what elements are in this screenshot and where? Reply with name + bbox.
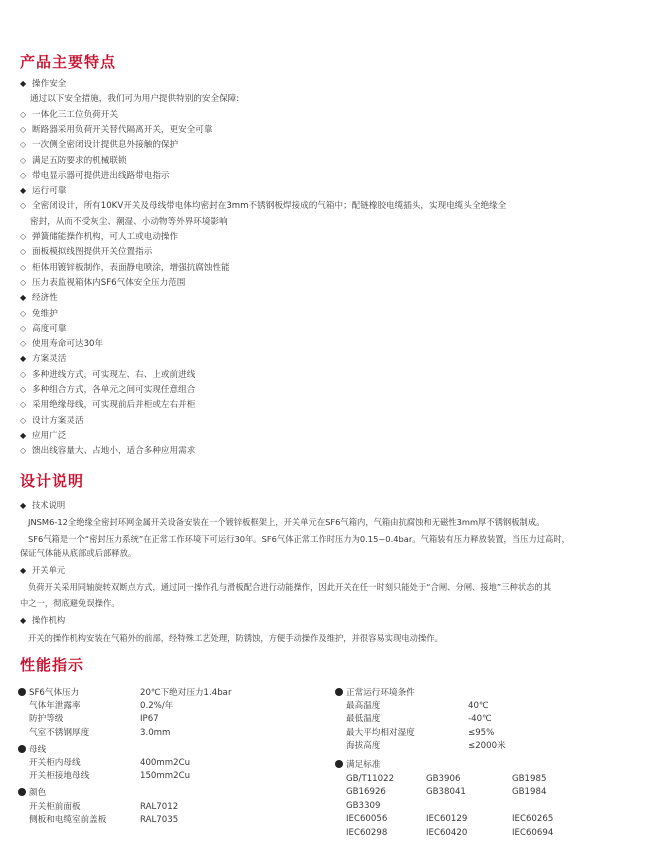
standard-code: GB/T11022: [346, 773, 395, 784]
spec-value: 0.2%/年: [140, 701, 174, 712]
text-line: [20, 109, 118, 121]
text-line: [20, 139, 178, 151]
hollow-diamond-icon: ◇: [20, 415, 27, 425]
text-line: [20, 353, 66, 365]
spec-label: 气体年泄露率: [29, 701, 81, 712]
line-text: 满足五防要求的机械联锁: [32, 155, 127, 166]
line-text: 弹簧储能操作机构，可人工或电动操作: [32, 232, 179, 242]
hollow-diamond-icon: ◇: [20, 109, 27, 119]
hollow-diamond-icon: ◇: [20, 201, 27, 211]
spec-value: RAL7012: [140, 801, 179, 812]
spec-heading-text: 满足标准: [346, 760, 381, 770]
text-line: [20, 155, 127, 167]
standard-code: GB1984: [512, 787, 547, 797]
standard-code: IEC60129: [426, 814, 468, 824]
filled-diamond-icon: ◆: [20, 501, 27, 510]
bullet-dot-icon: [335, 688, 343, 696]
spec-value: IP67: [140, 714, 159, 725]
line-text: 负荷开关采用同轴旋转双断点方式，通过同一操作孔与滑板配合进行动能操作，因此开关在任一时刻只能处于“合闸、分闸、接地”三种状态的其: [28, 582, 552, 592]
line-text: 使用寿命可达30年: [32, 339, 104, 350]
hollow-diamond-icon: ◇: [20, 170, 27, 180]
spec-label: 海拔高度: [346, 740, 381, 751]
bullet-dot-icon: [18, 745, 26, 753]
spec-label: 母线: [29, 744, 47, 755]
section-title-performance: 性能指示: [20, 656, 85, 674]
text-line: [20, 78, 66, 90]
hollow-diamond-icon: ◇: [20, 446, 27, 456]
text-line: [20, 597, 120, 609]
line-text: 技术说明: [32, 500, 66, 510]
spec-value: RAL7035: [140, 814, 179, 825]
standard-code: GB16926: [346, 787, 386, 797]
text-line: [20, 323, 66, 335]
spec-label: 防护等级: [29, 714, 64, 725]
filled-diamond-icon: ◆: [20, 186, 27, 196]
spec-label: 最高温度: [346, 701, 381, 712]
text-line: [20, 170, 170, 182]
line-text: 柜体用镀锌板制作，表面静电喷涂，增强抗腐蚀性能: [32, 262, 230, 273]
spec-value: 40℃: [468, 701, 489, 712]
line-text: 开关单元: [32, 565, 66, 575]
text-line: [20, 614, 65, 627]
spec-group-heading: [335, 687, 415, 699]
text-line: [20, 262, 230, 274]
hollow-diamond-icon: ◇: [20, 155, 27, 165]
spec-group-heading: [335, 759, 380, 771]
filled-diamond-icon: ◆: [20, 616, 27, 625]
spec-label: 侧板和电缆室前盖板: [29, 814, 107, 825]
filled-diamond-icon: ◆: [20, 79, 27, 88]
spec-value: 3.0mm: [140, 727, 171, 738]
spec-value: ≤95%: [468, 727, 495, 738]
hollow-diamond-icon: ◇: [20, 247, 27, 257]
line-text: 断路器采用负荷开关替代隔离开关，更安全可靠: [32, 124, 213, 135]
line-text: 一体化三工位负荷开关: [32, 109, 118, 120]
text-line: [20, 399, 195, 411]
line-text: 全密闭设计，所有10KV开关及母线带电体均密封在3mm不锈钢板焊接成的气箱中；配链橡胶电缆插头，实现电缆头全绝缘全: [32, 201, 507, 212]
spec-row: [18, 713, 318, 725]
hollow-diamond-icon: ◇: [20, 323, 27, 333]
text-line: [28, 516, 544, 528]
standard-code: IEC60056: [346, 814, 388, 824]
line-text: 多种组合方式，各单元之间可实现任意组合: [32, 385, 196, 395]
standard-code: IEC60694: [512, 827, 554, 838]
text-line: [20, 231, 178, 243]
standard-code: GB38041: [426, 787, 466, 797]
text-line: [20, 369, 195, 381]
spec-heading-text: 正常运行环境条件: [346, 688, 415, 698]
line-text: 应用广泛: [32, 430, 67, 441]
text-line: [30, 93, 239, 105]
spec-label: 开关柜前面板: [29, 801, 81, 812]
bullet-dot-icon: [18, 788, 26, 796]
hollow-diamond-icon: ◇: [20, 140, 27, 150]
line-text: 高度可靠: [32, 323, 67, 334]
standard-code: IEC60298: [346, 827, 388, 838]
spec-label: 颜色: [29, 788, 47, 799]
line-text: 操作机构: [32, 615, 66, 625]
line-text: JNSM6-12全绝缘全密封环网金属开关设备安装在一个镀锌板框架上，开关单元在SF6气箱内，气箱由抗腐蚀和无磁性3mm厚不锈钢板制成。: [28, 517, 545, 527]
line-text: 通过以下安全措施，我们可为用户提供特别的安全保障:: [30, 94, 240, 105]
spec-label: SF6气体压力: [29, 688, 80, 698]
hollow-diamond-icon: ◇: [20, 124, 27, 134]
text-line: [28, 533, 570, 545]
bullet-dot-icon: [335, 760, 343, 768]
line-text: 免维护: [32, 308, 58, 319]
hollow-diamond-icon: ◇: [20, 262, 27, 272]
spec-label: 最大平均相对湿度: [346, 727, 415, 738]
line-text: 馈出线容量大、占地小，适合多种应用需求: [32, 446, 196, 457]
spec-group-heading: [18, 744, 318, 756]
hollow-diamond-icon: ◇: [20, 339, 27, 349]
filled-diamond-icon: ◆: [20, 354, 27, 364]
line-text: SF6气箱是一个“密封压力系统”在正常工作环境下可运行30年。SF6气体正常工作时压力为0.15~0.4bar。气箱装有压力释放装置，当压力过高时，: [28, 534, 570, 544]
line-text: 压力表监视箱体内SF6气体安全压力范围: [32, 277, 186, 288]
line-text: 密封，从而不受灰尘、潮湿、小动物等外界环境影响: [30, 216, 228, 227]
text-line: [20, 564, 65, 577]
text-line: [20, 185, 66, 197]
text-line: [20, 277, 185, 289]
section-title-features: 产品主要特点: [20, 53, 117, 71]
line-text: 中之一，彻底避免误操作。: [20, 598, 120, 608]
line-text: 开关的操作机构安装在气箱外的前部，经特殊工艺处理，防锈蚀，方便手动操作及维护，并很容易实现电动操作。: [28, 633, 443, 643]
hollow-diamond-icon: ◇: [20, 385, 27, 394]
text-line: [20, 338, 103, 350]
standard-code: GB3906: [426, 773, 461, 784]
spec-label: 开关柜内母线: [29, 758, 81, 768]
spec-group-heading: [18, 787, 318, 799]
hollow-diamond-icon: ◇: [20, 277, 27, 287]
spec-label: 最低温度: [346, 714, 381, 725]
standard-code: GB3309: [346, 800, 381, 811]
spec-value: 400mm2Cu: [140, 758, 191, 768]
text-line: [28, 581, 551, 593]
text-line: [20, 445, 195, 457]
text-line: [20, 124, 212, 136]
spec-value: 20℃下绝对压力1.4bar: [140, 688, 232, 698]
spec-label: 开关柜接地母线: [29, 771, 90, 782]
line-text: 多种进线方式，可实现左、右、上或前进线: [32, 369, 196, 380]
line-text: 一次侧全密闭设计提供息外接触的保护: [32, 140, 179, 151]
hollow-diamond-icon: ◇: [20, 400, 27, 410]
text-line: [20, 246, 152, 258]
line-text: 面板模拟线图提供开关位置指示: [32, 247, 153, 258]
filled-diamond-icon: ◆: [20, 566, 27, 575]
text-line: [20, 430, 66, 442]
hollow-diamond-icon: ◇: [20, 308, 27, 318]
line-text: 设计方案灵活: [32, 415, 84, 426]
text-line: [20, 308, 58, 320]
text-line: [20, 499, 65, 512]
hollow-diamond-icon: ◇: [20, 369, 27, 379]
standard-code: GB1985: [512, 773, 547, 784]
filled-diamond-icon: ◆: [20, 293, 27, 303]
line-text: 保证气体能从底部或后部释放。: [20, 548, 137, 558]
line-text: 运行可靠: [32, 186, 67, 197]
section-title-design: 设计说明: [20, 472, 85, 490]
standard-code: IEC60420: [426, 827, 468, 838]
text-line: [28, 632, 443, 644]
spec-value: 150mm2Cu: [140, 771, 191, 782]
spec-label: 气室不锈钢厚度: [29, 727, 90, 738]
bullet-dot-icon: [18, 688, 26, 696]
line-text: 方案灵活: [32, 354, 67, 365]
line-text: 带电显示器可提供进出线路带电指示: [32, 170, 170, 181]
text-line: [20, 415, 84, 427]
hollow-diamond-icon: ◇: [20, 232, 27, 241]
spec-value: -40℃: [468, 714, 492, 725]
text-line: [20, 292, 58, 304]
line-text: 经济性: [32, 293, 58, 304]
text-line: [20, 200, 506, 212]
text-line: [30, 216, 228, 228]
text-line: [20, 547, 136, 559]
line-text: 采用绝缘母线，可实现前后并柜或左右并柜: [32, 400, 196, 411]
standard-code: IEC60265: [512, 814, 554, 824]
line-text: 操作安全: [32, 79, 67, 89]
filled-diamond-icon: ◆: [20, 430, 27, 440]
text-line: [20, 384, 195, 396]
spec-value: ≤2000米: [468, 740, 506, 751]
